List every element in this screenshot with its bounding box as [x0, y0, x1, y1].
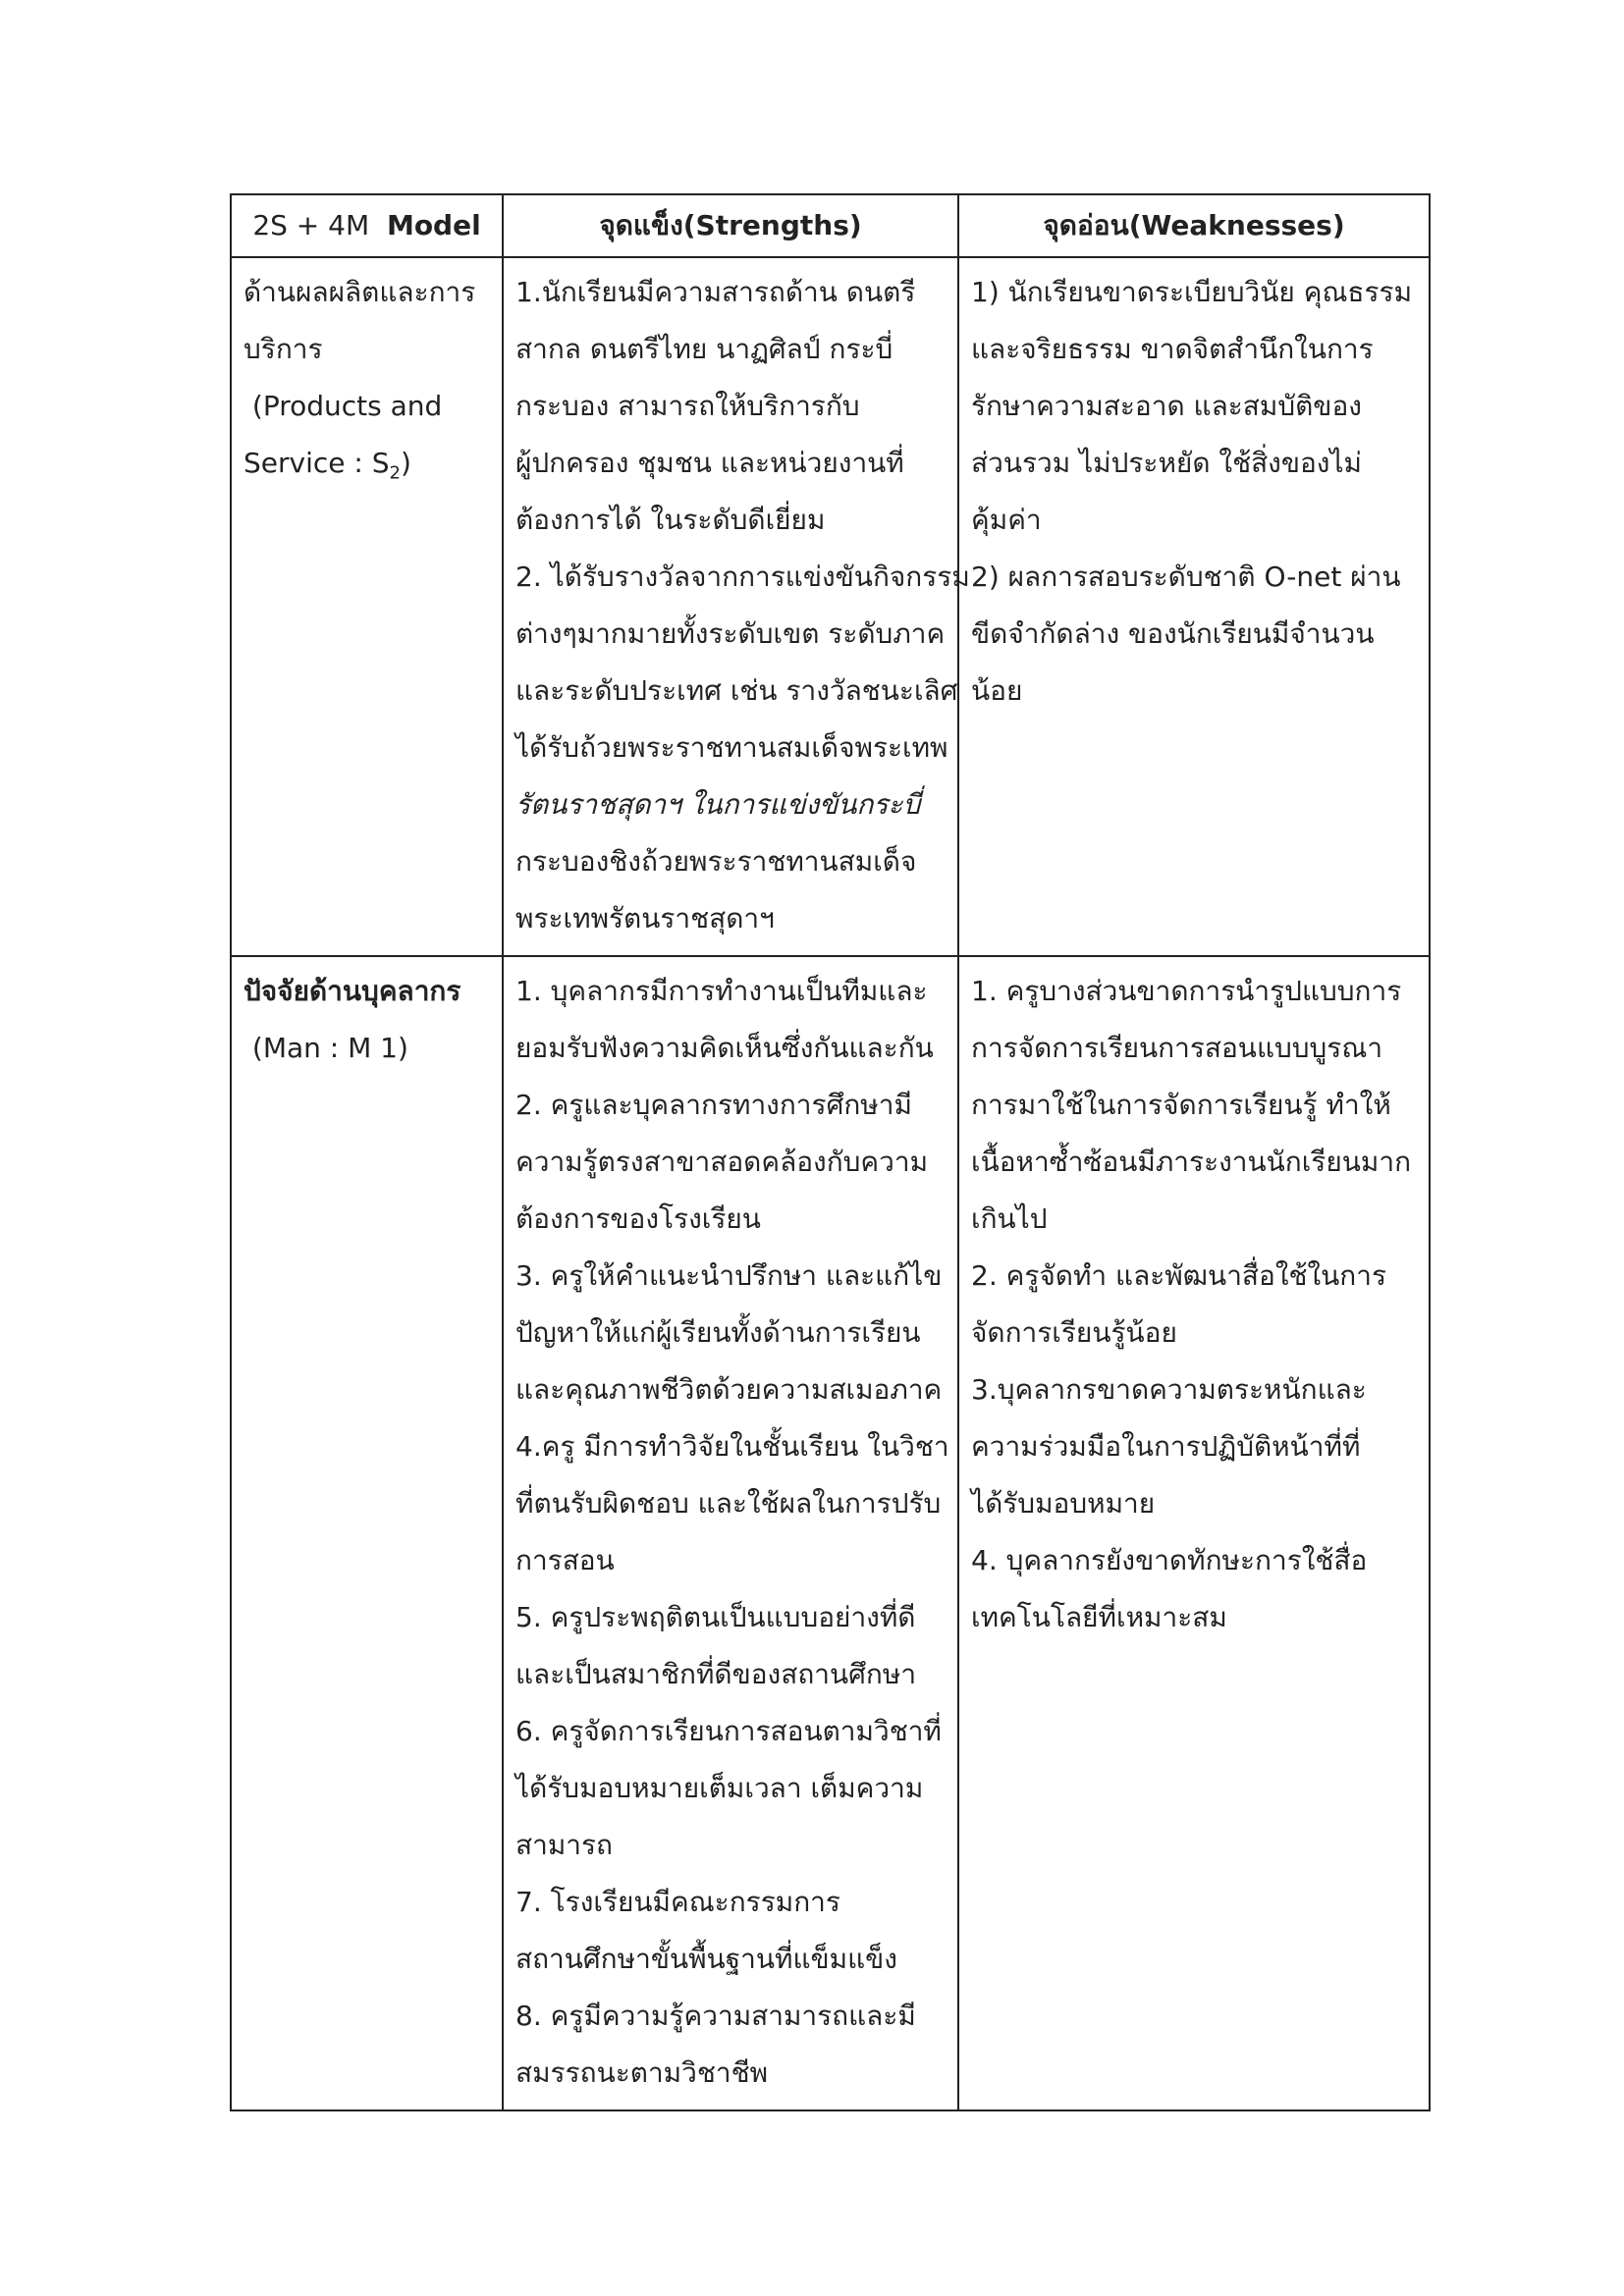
strength-line: สมรรถนะตามวิชาชีพ	[515, 2056, 769, 2089]
strength-line: พระเทพรัตนราชสุดาฯ	[515, 902, 775, 934]
strength-line: 2. ครูและบุคลากรทางการศึกษามี	[515, 1089, 912, 1121]
weaknesses-cell	[958, 956, 1430, 2110]
strength-line: และเป็นสมาชิกที่ดีของสถานศึกษา	[515, 1658, 917, 1690]
header-model-suffix: Model	[386, 209, 481, 241]
strength-line: ได้รับถ้วยพระราชทานสมเด็จพระเทพ	[515, 731, 948, 764]
weaknesses-cell	[958, 257, 1430, 956]
weakness-line: เทคโนโลยีที่เหมาะสม	[971, 1601, 1227, 1633]
strength-line: ต่างๆมากมายทั้งระดับเขต ระดับภาค	[515, 617, 946, 650]
strength-line: 4.ครู มีการทำวิจัยในชั้นเรียน ในวิชา	[515, 1430, 949, 1463]
category-text: Service : S	[244, 447, 390, 479]
strength-line: 5. ครูประพฤติตนเป็นแบบอย่างที่ดี	[515, 1601, 916, 1633]
header-weaknesses: จุดอ่อน(Weaknesses)	[958, 194, 1430, 257]
weakness-line: 3.บุคลากรขาดความตระหนักและ	[971, 1373, 1367, 1406]
weakness-line: ได้รับมอบหมาย	[971, 1487, 1156, 1520]
weakness-line: คุ้มค่า	[971, 504, 1042, 536]
category-cell	[231, 956, 503, 2110]
weakness-line: ส่วนรวม ไม่ประหยัด ใช้สิ่งของไม่	[971, 447, 1363, 479]
strength-line: 1.นักเรียนมีความสารถด้าน ดนตรี	[515, 276, 916, 308]
weakness-line: ขีดจำกัดล่าง ของนักเรียนมีจำนวน	[971, 617, 1375, 650]
table-row-products	[231, 257, 1430, 956]
weakness-line: 1) นักเรียนขาดระเบียบวินัย คุณธรรม	[971, 276, 1413, 308]
strength-line: ยอมรับฟังความคิดเห็นซึ่งกันและกัน	[515, 1032, 934, 1064]
category-line: ปัจจัยด้านบุคลากร	[244, 975, 461, 1007]
strengths-cell	[503, 257, 970, 956]
category-line	[244, 435, 490, 492]
weakness-line: และจริยธรรม ขาดจิตสำนึกในการ	[971, 333, 1374, 365]
strength-line: 6. ครูจัดการเรียนการสอนตามวิชาที่	[515, 1715, 942, 1747]
weakness-line: 4. บุคลากรยังขาดทักษะการใช้สื่อ	[971, 1544, 1368, 1576]
strength-line: 1. บุคลากรมีการทำงานเป็นทีมและ	[515, 975, 928, 1007]
strength-line: 7. โรงเรียนมีคณะกรรมการ	[515, 1886, 840, 1918]
table-row-man	[231, 956, 1430, 2110]
category-subscript: 2	[389, 462, 401, 484]
strength-line: ได้รับมอบหมายเต็มเวลา เต็มความ	[515, 1772, 924, 1804]
strength-line: สากล ดนตรีไทย นาฏศิลป์ กระบี่	[515, 333, 893, 365]
weakness-line: น้อย	[971, 674, 1023, 707]
category-line: บริการ	[244, 333, 323, 365]
header-model-prefix: 2S + 4M	[252, 209, 370, 241]
strength-line: และคุณภาพชีวิตด้วยความสเมอภาค	[515, 1373, 943, 1406]
strength-line: ความรู้ตรงสาขาสอดคล้องกับความ	[515, 1146, 929, 1178]
weakness-line: จัดการเรียนรู้น้อย	[971, 1316, 1177, 1349]
weakness-line: รักษาความสะอาด และสมบัติของ	[971, 390, 1362, 422]
weakness-line: 2. ครูจัดทำ และพัฒนาสื่อใช้ในการ	[971, 1259, 1387, 1292]
weakness-line: เนื้อหาซ้ำซ้อนมีภาระงานนักเรียนมาก	[971, 1146, 1412, 1178]
strength-line: ที่ตนรับผิดชอบ และใช้ผลในการปรับ	[515, 1487, 942, 1520]
category-line: (Products and	[244, 390, 443, 422]
strength-line: ต้องการได้ ในระดับดีเยี่ยม	[515, 504, 826, 536]
strength-line: ต้องการของโรงเรียน	[515, 1202, 761, 1235]
header-strengths: จุดแข็ง(Strengths)	[503, 194, 958, 257]
strength-line: สถานศึกษาขั้นพื้นฐานที่แข็มแข็ง	[515, 1943, 897, 1975]
strength-line: และระดับประเทศ เช่น รางวัลชนะเลิศ	[515, 674, 958, 707]
strength-line: 3. ครูให้คำแนะนำปรึกษา และแก้ไข	[515, 1259, 943, 1292]
strength-line: 2. ได้รับรางวัลจากการแข่งขันกิจกรรม	[515, 561, 970, 593]
weakness-line: 1. ครูบางส่วนขาดการนำรูปแบบการ	[971, 975, 1402, 1007]
strengths-cell	[503, 956, 958, 2110]
strength-line: สามารถ	[515, 1829, 613, 1861]
weakness-line: การจัดการเรียนการสอนแบบบูรณา	[971, 1032, 1383, 1064]
weakness-line: ความร่วมมือในการปฏิบัติหน้าที่ที่	[971, 1430, 1361, 1463]
weakness-line: เกินไป	[971, 1202, 1048, 1235]
strength-line: กระบอง สามารถให้บริการกับ	[515, 390, 860, 422]
strength-line: รัตนราชสุดาฯ ในการแข่งขันกระบี่	[515, 788, 921, 821]
strength-line: ผู้ปกครอง ชุมชน และหน่วยงานที่	[515, 447, 904, 479]
header-row	[231, 194, 1430, 257]
weakness-line: การมาใช้ในการจัดการเรียนรู้ ทำให้	[971, 1089, 1391, 1121]
category-text: )	[400, 447, 411, 479]
category-line: (Man : M 1)	[244, 1032, 408, 1064]
strength-line: กระบองชิงถ้วยพระราชทานสมเด็จ	[515, 845, 917, 878]
category-line: ด้านผลผลิตและการ	[244, 276, 476, 308]
header-model	[231, 194, 503, 257]
strength-line: ปัญหาให้แก่ผู้เรียนทั้งด้านการเรียน	[515, 1316, 921, 1349]
strength-line: 8. ครูมีความรู้ความสามารถและมี	[515, 2000, 916, 2032]
category-cell	[231, 257, 503, 956]
weakness-line: 2) ผลการสอบระดับชาติ O-net ผ่าน	[971, 561, 1401, 593]
strength-line: การสอน	[515, 1544, 615, 1576]
swot-table	[230, 193, 1431, 2111]
